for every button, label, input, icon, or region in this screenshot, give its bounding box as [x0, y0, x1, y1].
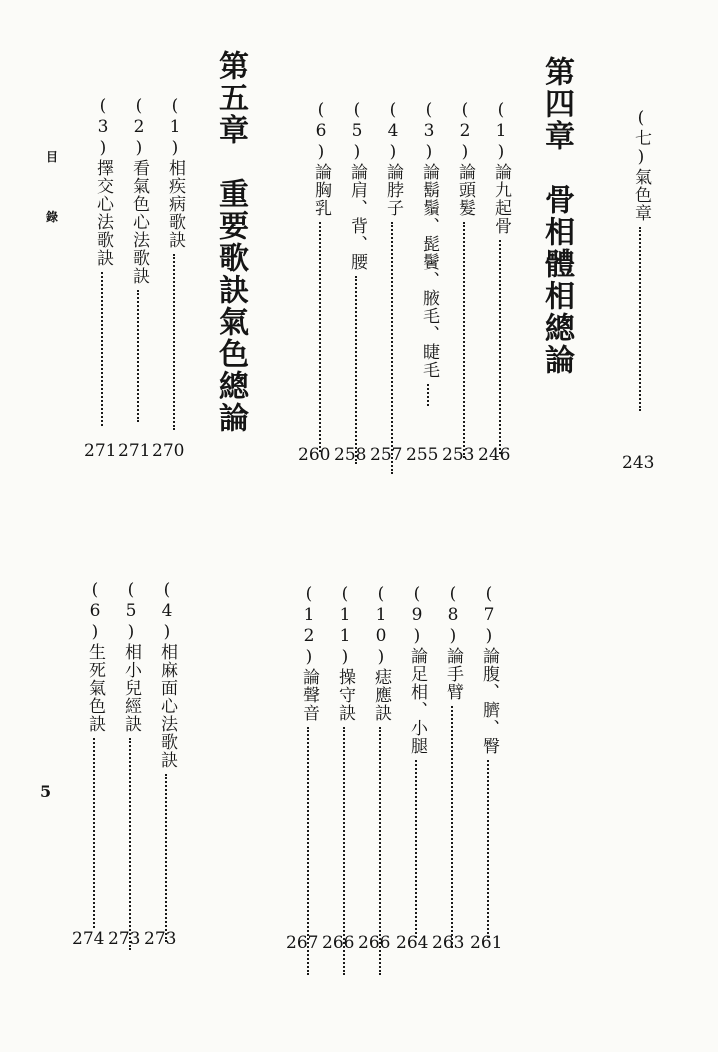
toc-entry	[84, 580, 106, 928]
margin-label-lu: 錄	[46, 210, 59, 224]
toc-entry-label: (12)論聲音	[299, 584, 319, 722]
toc-page-number: 263	[432, 933, 465, 953]
toc-entry-label: (10)痣應訣	[371, 584, 391, 722]
toc-leader-dots	[487, 760, 491, 938]
toc-page-number: 260	[298, 445, 331, 465]
chapter-5-title: 第五章 重要歌訣氣色總論	[213, 50, 248, 434]
toc-leader-dots	[319, 222, 323, 452]
toc-entry	[156, 580, 178, 942]
toc-page-number: 257	[370, 445, 403, 465]
toc-leader-dots	[165, 774, 169, 942]
toc-entry	[92, 96, 114, 426]
toc-entry-label: (1)論九起骨	[491, 100, 511, 235]
toc-page-number: 266	[358, 933, 391, 953]
toc-entry-label: (3)擇交心法歌訣	[93, 96, 113, 267]
toc-entry-label: (4)論脖子	[383, 100, 403, 217]
toc-entry-label: (七)氣色章	[631, 108, 651, 222]
toc-page-number: 261	[470, 933, 503, 953]
toc-entry-ch3-7	[630, 108, 652, 434]
toc-page-number: 273	[108, 929, 141, 949]
toc-entry	[406, 584, 428, 938]
toc-entry-label: (5)論肩、背、腰	[347, 100, 367, 271]
toc-entry	[490, 100, 512, 454]
toc-leader-dots	[639, 227, 643, 411]
toc-page-number: 274	[72, 929, 105, 949]
toc-entry	[298, 584, 320, 975]
toc-leader-dots	[101, 272, 105, 426]
toc-leader-dots	[93, 738, 97, 928]
toc-page-number: 273	[144, 929, 177, 949]
toc-page-number: 258	[334, 445, 367, 465]
toc-page-number: 270	[152, 441, 185, 461]
toc-page-number: 246	[478, 445, 511, 465]
toc-entry	[164, 96, 186, 430]
toc-leader-dots	[355, 276, 359, 464]
toc-entry-label: (6)生死氣色訣	[85, 580, 105, 733]
toc-entry	[310, 100, 332, 452]
toc-entry-label: (2)論頭髮	[455, 100, 475, 217]
toc-page-number: 271	[84, 441, 117, 461]
toc-leader-dots	[427, 384, 431, 406]
toc-leader-dots	[173, 254, 177, 430]
toc-page-number: 243	[622, 453, 655, 473]
toc-entry	[346, 100, 368, 464]
toc-leader-dots	[499, 240, 503, 454]
toc-entry	[128, 96, 150, 422]
toc-entry	[120, 580, 142, 950]
toc-page-number: 253	[442, 445, 475, 465]
toc-entry	[454, 100, 476, 458]
chapter-4-title: 第四章 骨相體相總論	[539, 56, 574, 376]
toc-entry	[418, 100, 440, 406]
toc-page-number: 271	[118, 441, 151, 461]
toc-entry	[478, 584, 500, 938]
toc-entry	[382, 100, 404, 474]
toc-entry-label: (2)看氣色心法歌訣	[129, 96, 149, 285]
margin-label-mu: 目	[46, 150, 59, 164]
toc-leader-dots	[415, 760, 419, 938]
toc-page-number: 267	[286, 933, 319, 953]
toc-entry	[334, 584, 356, 975]
toc-entry-label: (11)操守訣	[335, 584, 355, 722]
toc-entry-label: (8)論手臂	[443, 584, 463, 701]
toc-page-number: 266	[322, 933, 355, 953]
toc-entry	[370, 584, 392, 975]
toc-entry-label: (7)論腹、臍、臀	[479, 584, 499, 755]
toc-leader-dots	[137, 290, 141, 422]
toc-page-number: 264	[396, 933, 429, 953]
toc-entry-label: (1)相疾病歌訣	[165, 96, 185, 249]
toc-entry-label: (9)論足相、小腿	[407, 584, 427, 755]
toc-entry-label: (5)相小兒經訣	[121, 580, 141, 733]
toc-entry-label: (3)論鬍鬚、髭鬢、腋毛、睫毛	[419, 100, 439, 379]
toc-entry	[442, 584, 464, 948]
page-number: 5	[40, 782, 52, 801]
toc-entry-label: (6)論胸乳	[311, 100, 331, 217]
toc-page-number: 255	[406, 445, 439, 465]
toc-leader-dots	[463, 222, 467, 458]
toc-leader-dots	[391, 222, 395, 474]
toc-entry-label: (4)相麻面心法歌訣	[157, 580, 177, 769]
toc-leader-dots	[451, 706, 455, 948]
toc-leader-dots	[129, 738, 133, 950]
